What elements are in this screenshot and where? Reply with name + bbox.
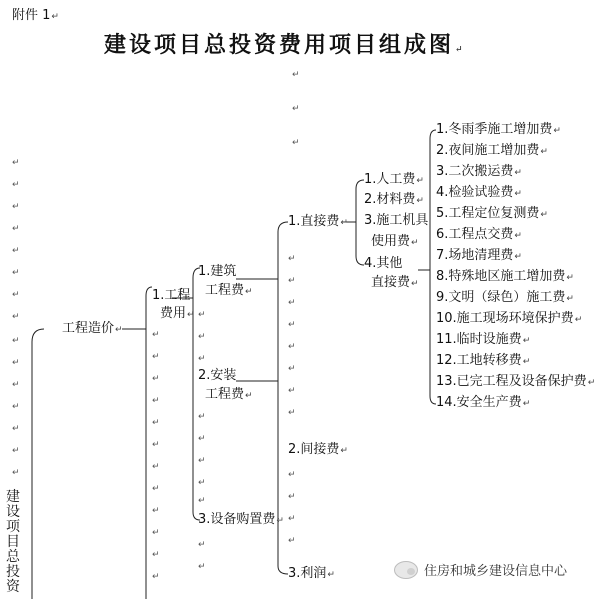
node-other-direct-line2: 直接费↵ <box>371 275 419 290</box>
node-construction-line2: 工程费↵ <box>205 283 253 298</box>
paragraph-mark: ↵ <box>12 336 20 346</box>
paragraph-mark: ↵ <box>152 418 160 428</box>
paragraph-mark: ↵ <box>288 342 296 352</box>
paragraph-mark: ↵ <box>288 276 296 286</box>
node-project-cost: 工程造价↵ <box>62 321 123 336</box>
paragraph-mark: ↵ <box>288 298 296 308</box>
node-construction-line1: 1.建筑 <box>198 264 237 279</box>
paragraph-mark: ↵ <box>292 70 300 80</box>
paragraph-mark: ↵ <box>198 478 206 488</box>
node-direct-fee: 1.直接费↵ <box>288 214 348 229</box>
paragraph-mark: ↵ <box>198 456 206 466</box>
root-bracket <box>32 329 44 599</box>
attachment-label: 附件 1↵ <box>12 8 59 23</box>
list-item: 6.工程点交费↵ <box>436 227 522 242</box>
paragraph-mark: ↵ <box>152 330 160 340</box>
node-labor: 1.人工费↵ <box>364 172 424 187</box>
root-title-vertical: 建设项目总投资 <box>6 489 20 595</box>
paragraph-mark: ↵ <box>12 202 20 212</box>
node-installation-line1: 2.安装 <box>198 368 237 383</box>
node-equipment: 3.设备购置费↵ <box>198 512 284 527</box>
paragraph-mark: ↵ <box>152 528 160 538</box>
node-material: 2.材料费↵ <box>364 192 424 207</box>
paragraph-mark: ↵ <box>288 514 296 524</box>
paragraph-mark: ↵ <box>198 412 206 422</box>
paragraph-mark: ↵ <box>198 310 206 320</box>
paragraph-mark: ↵ <box>152 572 160 582</box>
paragraph-mark: ↵ <box>12 158 20 168</box>
paragraph-mark: ↵ <box>198 496 206 506</box>
paragraph-mark: ↵ <box>198 332 206 342</box>
node-installation-line2: 工程费↵ <box>205 387 253 402</box>
paragraph-mark: ↵ <box>12 446 20 456</box>
items-bracket <box>356 180 364 265</box>
paragraph-mark: ↵ <box>292 104 300 114</box>
list-item: 11.临时设施费↵ <box>436 332 531 347</box>
paragraph-mark: ↵ <box>288 320 296 330</box>
paragraph-mark: ↵ <box>152 352 160 362</box>
paragraph-mark: ↵ <box>288 536 296 546</box>
list-item: 12.工地转移费↵ <box>436 353 531 368</box>
paragraph-mark: ↵ <box>288 254 296 264</box>
paragraph-mark: ↵ <box>198 354 206 364</box>
paragraph-mark: ↵ <box>288 470 296 480</box>
node-indirect-fee: 2.间接费↵ <box>288 442 348 457</box>
list-item: 10.施工现场环境保护费↵ <box>436 311 583 326</box>
paragraph-mark: ↵ <box>152 374 160 384</box>
node-profit: 3.利润↵ <box>288 566 335 581</box>
node-engineering-fee-line2: 费用↵ <box>160 306 195 321</box>
list-item: 9.文明（绿色）施工费↵ <box>436 290 574 305</box>
list-item: 3.二次搬运费↵ <box>436 164 522 179</box>
paragraph-mark: ↵ <box>12 424 20 434</box>
paragraph-mark: ↵ <box>12 224 20 234</box>
paragraph-mark: ↵ <box>152 440 160 450</box>
paragraph-mark: ↵ <box>152 550 160 560</box>
list-item: 5.工程定位复测费↵ <box>436 206 548 221</box>
paragraph-mark: ↵ <box>12 402 20 412</box>
list-item: 1.冬雨季施工增加费↵ <box>436 122 561 137</box>
paragraph-mark: ↵ <box>198 562 206 572</box>
paragraph-mark: ↵ <box>288 386 296 396</box>
paragraph-mark: ↵ <box>12 312 20 322</box>
paragraph-mark: ↵ <box>288 492 296 502</box>
page-title: 建设项目总投资费用项目组成图↵ <box>104 32 466 58</box>
list-item: 13.已完工程及设备保护费↵ <box>436 374 596 389</box>
paragraph-mark: ↵ <box>198 434 206 444</box>
node-machine-line1: 3.施工机具 <box>364 213 429 228</box>
node-other-direct-line1: 4.其他 <box>364 256 403 271</box>
list-item: 8.特殊地区施工增加费↵ <box>436 269 574 284</box>
paragraph-mark: ↵ <box>12 246 20 256</box>
paragraph-mark: ↵ <box>152 396 160 406</box>
paragraph-mark: ↵ <box>152 484 160 494</box>
list-item: 7.场地清理费↵ <box>436 248 522 263</box>
paragraph-mark: ↵ <box>288 364 296 374</box>
list-item: 14.安全生产费↵ <box>436 395 531 410</box>
paragraph-mark: ↵ <box>12 468 20 478</box>
paragraph-mark: ↵ <box>292 138 300 148</box>
node-engineering-fee-line1: 1.工程 <box>152 288 191 303</box>
paragraph-mark: ↵ <box>12 180 20 190</box>
paragraph-mark: ↵ <box>12 358 20 368</box>
paragraph-mark: ↵ <box>198 540 206 550</box>
wechat-icon <box>394 561 418 579</box>
watermark: 住房和城乡建设信息中心 <box>394 560 567 579</box>
paragraph-mark: ↵ <box>12 380 20 390</box>
paragraph-mark: ↵ <box>12 290 20 300</box>
paragraph-mark: ↵ <box>152 462 160 472</box>
paragraph-mark: ↵ <box>288 408 296 418</box>
list-item: 2.夜间施工增加费↵ <box>436 143 548 158</box>
paragraph-mark: ↵ <box>152 506 160 516</box>
paragraph-mark: ↵ <box>12 268 20 278</box>
list-item: 4.检验试验费↵ <box>436 185 522 200</box>
node-machine-line2: 使用费↵ <box>371 234 419 249</box>
